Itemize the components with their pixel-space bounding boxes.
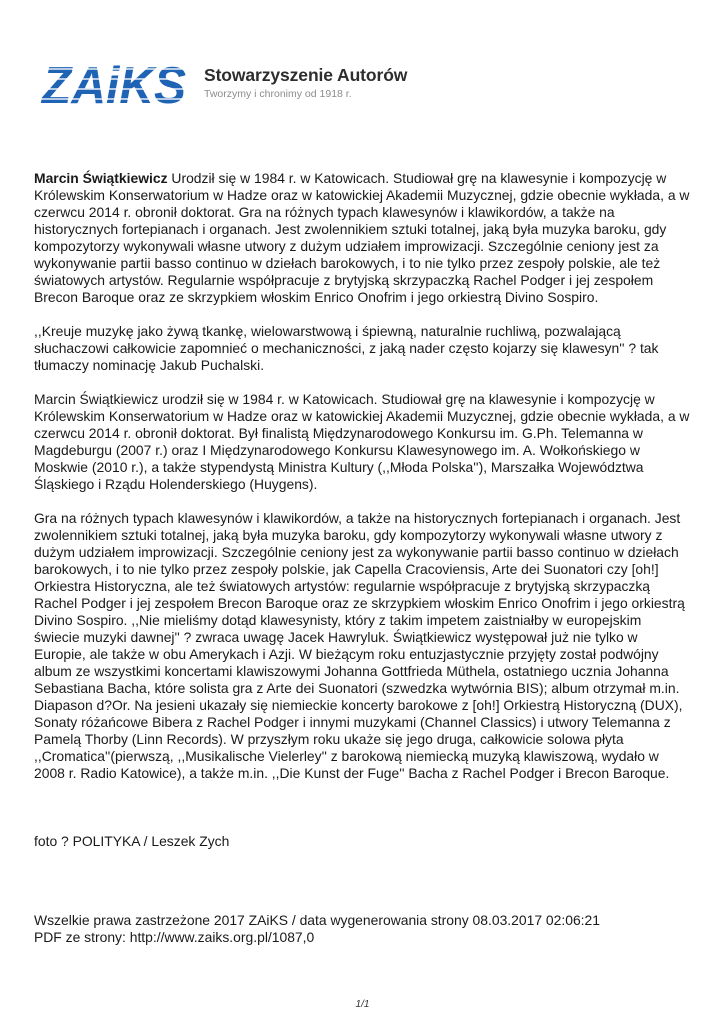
logo-text: ZAiKS <box>40 57 187 108</box>
paragraph-career: Gra na różnych typach klawesynów i klawikordów, a także na historycznych fortepianach i organach. Jest zwolennikiem sztuki totalnej, jaką była muzyka baroku, gdy kompozytorzy wykonywali własne utwory z dużym udziałem improwizacji. Szczególnie ceniony jest za wykonywanie partii basso continuo w dziełach barokowych, i to nie tylko przez zespoły polskie, jak Capella Cracoviensis, Arte dei Suonatori czy [oh!] Orkiestra Historyczna, ale też światowych artystów: regularnie współpracuje z brytyjską skrzypaczką Rachel Podger i jej zespołem Brecon Baroque oraz ze skrzypkiem włoskim Enrico Onofrim i jego orkiestrą Divino Sospiro. ,,Nie mieliśmy dotąd klawesynisty, który z takim impetem zaistniałby w europejskim świecie muzyki dawnej'' ? zwraca uwagę Jacek Hawryluk. Świątkiewicz występował już nie tylko w Europie, ale także w obu Amerykach i Azji. W bieżącym roku entuzjastycznie przyjęty został podwójny album ze wszystkimi koncertami klawiszowymi Johanna Gottfrieda Müthela, ostatniego ucznia Johanna Sebastiana Bacha, które solista gra z Arte dei Suonatori (szwedzka wytwórnia BIS); album otrzymał m.in. Diapason d?Or. Na jesieni ukazały się niemieckie koncerty barokowe z [oh!] Orkiestrą Historyczną (DUX), Sonaty różańcowe Bibera z Rachel Podger i innymi muzykami (Channel Classics) i utwory Telemanna z Pamelą Thorby (Linn Records). W przyszłym roku ukaże się jego druga, całkowicie solowa płyta ,,Cromatica''(pierwszą, ,,Musikalische Vielerley'' z barokową niemiecką muzyką klawiszową, wydało w 2008 r. Radio Katowice), a także m.in. ,,Die Kunst der Fuge'' Bacha z Rachel Podger i Brecon Baroque. <box>34 510 685 781</box>
paragraph-intro-text: Urodził się w 1984 r. w Katowicach. Studiował grę na klawesynie i kompozycję w Królewskim Konserwatorium w Hadze oraz w katowickiej Akademii Muzycznej, gdzie obecnie wykłada, a w czerwcu 2014 r. obronił doktorat. Gra na różnych typach klawesynów i klawikordów, a także na historycznych fortepianach i organach. Jest zwolennikiem sztuki totalnej, jaką była muzyka baroku, gdy kompozytorzy wykonywali własne utwory z dużym udziałem improwizacji. Szczególnie ceniony jest za wykonywanie partii basso continuo w dziełach barokowych, i to nie tylko przez zespoły polskie, ale też światowych artystów. Regularnie współpracuje z brytyjską skrzypaczką Rachel Podger i jej zespołem Brecon Baroque oraz ze skrzypkiem włoskim Enrico Onofrim i jego orkiestrą Divino Sospiro. <box>34 170 690 305</box>
org-name: Stowarzyszenie Autorów <box>204 65 408 85</box>
page-number: 1/1 <box>355 999 370 1010</box>
article-body <box>34 170 690 867</box>
copyright-line: Wszelkie prawa zastrzeżone 2017 ZAiKS / data wygenerowania strony 08.03.2017 02:06:21 <box>34 912 600 928</box>
paragraph-biography: Marcin Świątkiewicz urodził się w 1984 r. w Katowicach. Studiował grę na klawesynie i kompozycję w Królewskim Konserwatorium w Hadze oraz w katowickiej Akademii Muzycznej, gdzie obecnie wykłada, a w czerwcu 2014 r. obronił doktorat. Był finalistą Międzynarodowego Konkursu im. G.Ph. Telemanna w Magdeburgu (2007 r.) oraz I Międzynarodowego Konkursu Klawesynowego im. A. Wołkońskiego w Moskwie (2010 r.), a także stypendystą Ministra Kultury (,,Młoda Polska''), Marszałka Województwa Śląskiego i Rządu Holenderskiego (Huygens). <box>34 391 690 492</box>
source-line[interactable]: PDF ze strony: http://www.zaiks.org.pl/1087,0 <box>34 929 315 945</box>
photo-credit: foto ? POLITYKA / Leszek Zych <box>34 833 230 849</box>
zaiks-logo[interactable] <box>40 56 190 108</box>
paragraph-intro <box>34 170 690 306</box>
page-footer <box>34 912 690 946</box>
artist-name: Marcin Świątkiewicz <box>34 170 168 186</box>
page-header <box>40 56 440 111</box>
org-tagline: Tworzymy i chronimy od 1918 r. <box>204 88 352 100</box>
paragraph-quote: ,,Kreuje muzykę jako żywą tkankę, wielowarstwową i śpiewną, naturalnie ruchliwą, pozwalającą słuchaczowi całkowicie zapomnieć o mechaniczności, z jaką nader często kojarzy się klawesyn'' ? tak tłumaczy nominację Jakub Puchalski. <box>34 323 659 373</box>
